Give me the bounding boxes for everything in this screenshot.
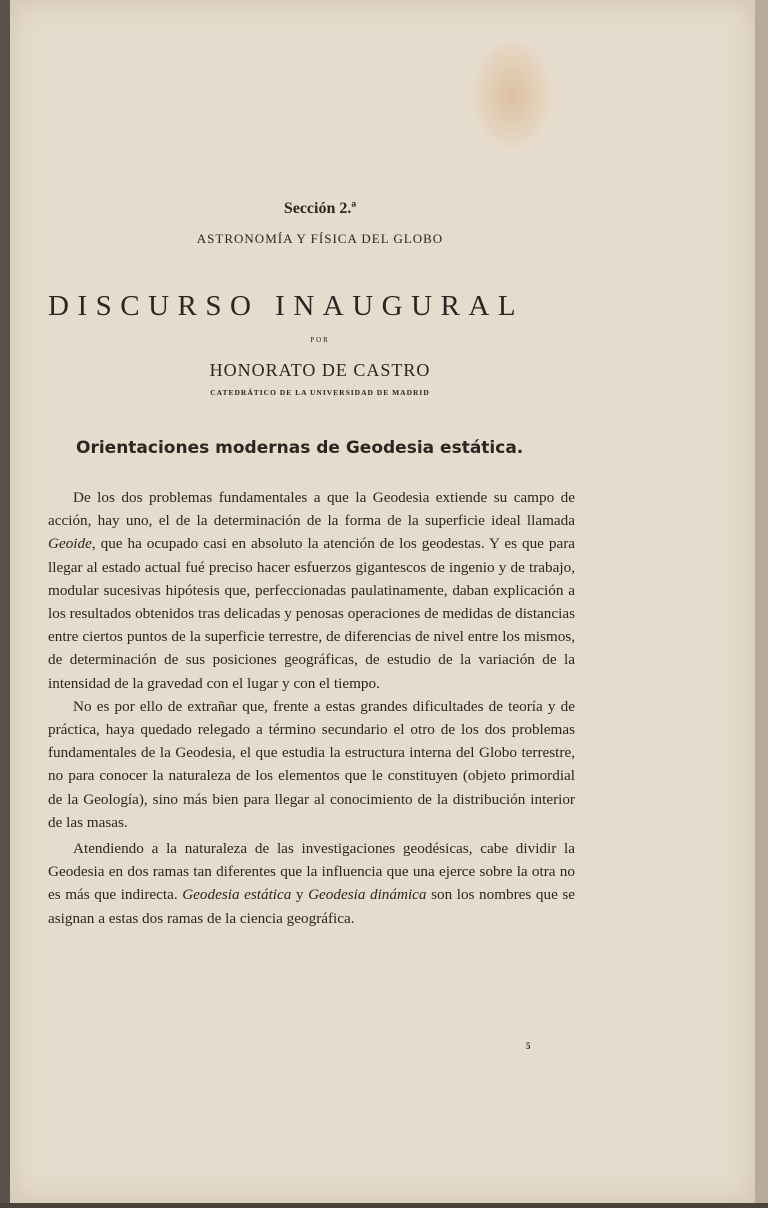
paper-stain [472, 40, 552, 150]
section-subtitle: ASTRONOMÍA Y FÍSICA DEL GLOBO [196, 231, 444, 246]
author-name: HONORATO DE CASTRO [209, 360, 431, 380]
paragraph-3-text-b: y [291, 886, 309, 904]
page-number: 5 [526, 1041, 531, 1051]
paragraph-3-emphasis-1: Geodesia estática [182, 886, 292, 904]
article-heading: Orientaciones modernas de Geodesia estática. [76, 438, 524, 458]
paragraph-2 [48, 695, 575, 834]
page-title: DISCURSO INAUGURAL [48, 290, 525, 322]
section-label: Sección 2.ª [283, 200, 357, 217]
paragraph-1-text-b: , que ha ocupado casi en absoluto la atención de los geodestas. Y es que para llegar al estado actual fué preciso hacer esfuerzos gigantescos de ingenio y de trabajo, modular sucesivas hipótesis que, perfeccionadas paulatinamente, daban explicación a los resultados obtenidos tras delicadas y penosas operaciones de medidas de distancias entre ciertos puntos de la superficie terrestre, de diferencias de nivel entre los mismos, de determinación de sus posiciones geográficas, de estudio de la variación de la intensidad de la gravedad con el lugar y con el tiempo. [48, 535, 575, 692]
paragraph-3-text-a: Atendiendo a la naturaleza de las investigaciones geodésicas, cabe dividir la Geodesia en dos ramas tan diferentes que la influencia que una ejerce sobre la otra no es más que indirecta. [48, 840, 575, 904]
paragraph-3-emphasis-2: Geodesia dinámica [308, 886, 427, 904]
book-page [10, 0, 755, 1203]
paragraph-3 [48, 837, 575, 930]
author-affiliation: CATEDRÁTICO DE LA UNIVERSIDAD DE MADRID [210, 388, 430, 397]
paragraph-2-text: No es por ello de extrañar que, frente a estas grandes dificultades de teoría y de práctica, haya quedado relegado a término secundario el otro de los dos problemas fundamentales de la Geodesia, el que estudia la estructura interna del Globo terrestre, no para conocer la naturaleza de los elementos que le constituyen (objeto primordial de la Geología), sino más bien para llegar al conocimiento de la distribución interior de las masas. [48, 697, 575, 831]
article-body [48, 486, 575, 930]
paragraph-1 [48, 486, 575, 695]
by-label: POR [310, 336, 330, 344]
paragraph-3-text-c: son los nombres que se asignan a estas dos ramas de la ciencia geográfica. [48, 886, 576, 927]
paragraph-1-emphasis: Geoide [48, 535, 92, 553]
paragraph-1-text-a: De los dos problemas fundamentales a que la Geodesia extiende su campo de acción, hay uno, el de la determinación de la forma de la superficie ideal llamada [48, 489, 575, 530]
page-edge-bottom [0, 1203, 768, 1208]
page-edge-right [755, 0, 768, 1208]
